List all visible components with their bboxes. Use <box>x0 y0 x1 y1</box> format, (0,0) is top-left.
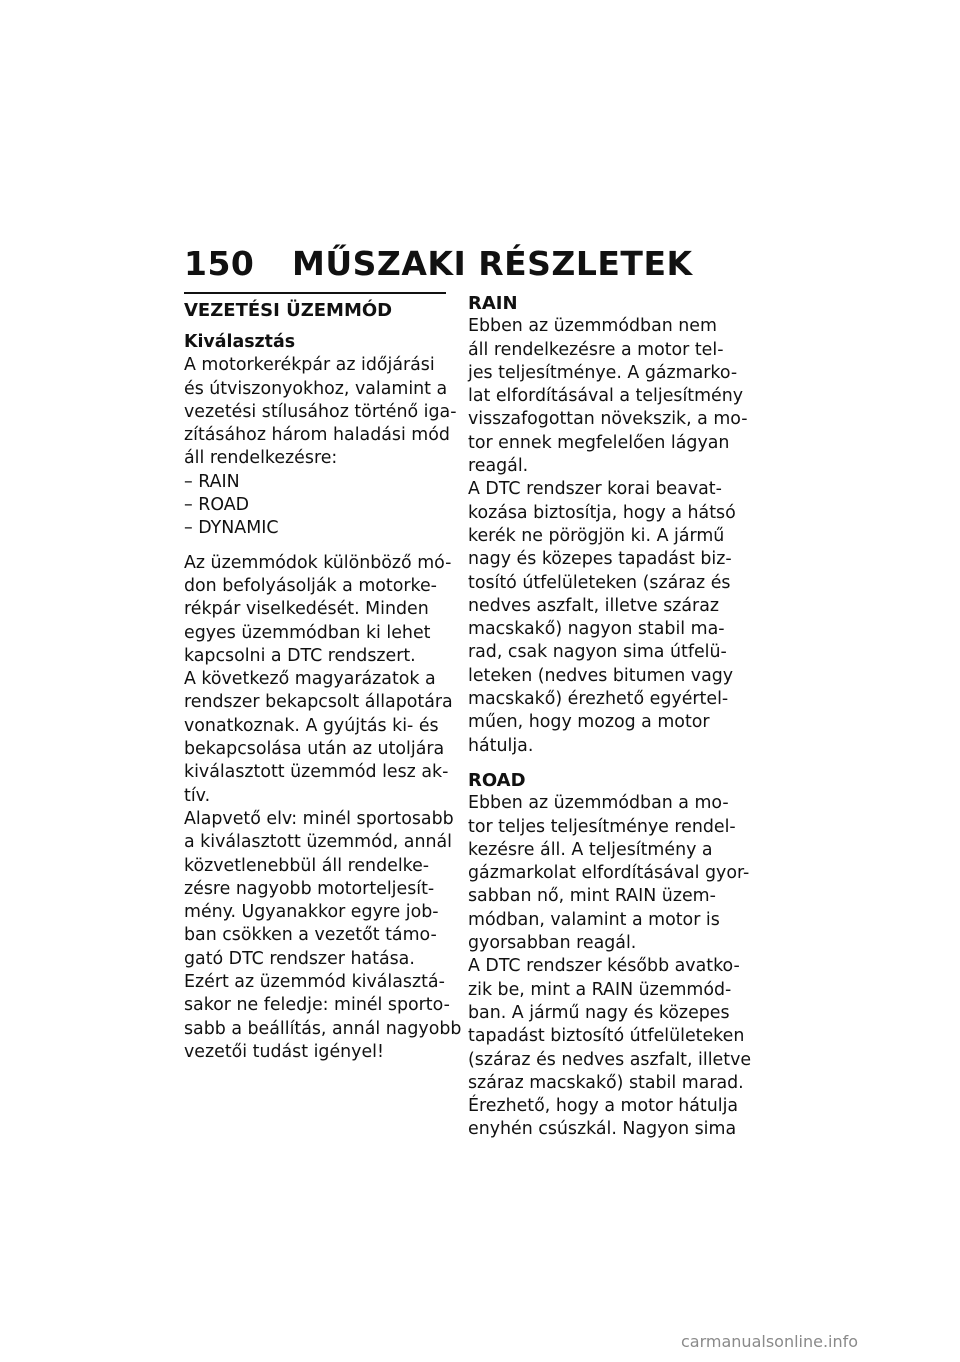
text-line: vezetői tudást igényel! <box>184 1041 384 1062</box>
text-line: nedves aszfalt, illetve száraz <box>468 595 719 616</box>
text-line: Érezhető, hogy a motor hátulja <box>468 1096 739 1117</box>
text-line: nagy és közepes tapadást biz- <box>468 549 732 570</box>
text-line: Az üzemmódok különböző mó- <box>184 552 452 573</box>
text-line: kiválasztott üzemmód lesz ak- <box>184 762 449 783</box>
text-line: száraz macskakő) stabil marad. <box>468 1072 744 1093</box>
chapter-title: MŰSZAKI RÉSZLETEK <box>292 244 693 283</box>
section-rule <box>184 292 446 294</box>
text-line: tor ennek megfelelően lágyan <box>468 432 730 453</box>
text-line: áll rendelkezésre a motor tel- <box>468 339 724 360</box>
modes-paragraph <box>184 552 462 1065</box>
text-line: zésre nagyobb motorteljesít- <box>184 878 435 899</box>
list-item-label: RAIN <box>198 471 240 492</box>
text-line: bekapcsolása után az utoljára <box>184 739 445 760</box>
right-column <box>468 292 752 1142</box>
list-dash: – <box>184 518 199 539</box>
text-line: műen, hogy mozog a motor <box>468 712 710 733</box>
left-column <box>184 292 462 1064</box>
text-line: jes teljesítménye. A gázmarko- <box>468 362 738 383</box>
road-paragraph <box>468 792 752 1141</box>
intro-paragraph <box>184 354 457 470</box>
text-line: rendszer bekapcsolt állapotára <box>184 692 453 713</box>
text-line: reagál. <box>468 456 529 477</box>
text-line: don befolyásolják a motorke- <box>184 575 437 596</box>
text-line: közvetlenebbül áll rendelke- <box>184 855 430 876</box>
text-line: Alapvető elv: minél sportosabb <box>184 808 454 829</box>
text-line: ban csökken a vezetőt támo- <box>184 925 437 946</box>
list-item <box>184 471 446 494</box>
text-line: tor teljes teljesítménye rendel- <box>468 816 736 837</box>
text-line: sabban nő, mint RAIN üzem- <box>468 886 716 907</box>
page-header <box>184 244 693 283</box>
text-line: zításához három haladási mód <box>184 425 450 446</box>
text-line: módban, valamint a motor is <box>468 909 720 930</box>
text-line: mény. Ugyanakkor egyre job- <box>184 902 439 923</box>
text-line: zik be, mint a RAIN üzemmód- <box>468 979 732 1000</box>
page-number: 150 <box>184 244 255 283</box>
text-line: A DTC rendszer korai beavat- <box>468 479 722 500</box>
rain-heading: RAIN <box>468 293 518 314</box>
text-line: kerék ne pörögjön ki. A jármű <box>468 525 725 546</box>
text-line: Ebben az üzemmódban a mo- <box>468 793 729 814</box>
text-line: gyorsabban reagál. <box>468 933 637 954</box>
text-line: (száraz és nedves aszfalt, illetve <box>468 1049 752 1070</box>
text-line: vonatkoznak. A gyújtás ki- és <box>184 715 439 736</box>
text-line: Ebben az üzemmódban nem <box>468 316 717 337</box>
text-line: rad, csak nagyon sima útfelü- <box>468 642 727 663</box>
text-line: gázmarkolat elfordításával gyor- <box>468 863 750 884</box>
text-line: tapadást biztosító útfelületeken <box>468 1026 745 1047</box>
list-item-label: ROAD <box>198 495 249 516</box>
text-line: sakor ne feledje: minél sporto- <box>184 995 450 1016</box>
list-item <box>184 517 446 540</box>
modes-list <box>184 471 446 541</box>
text-line: egyes üzemmódban ki lehet <box>184 622 431 643</box>
text-line: visszafogottan növekszik, a mo- <box>468 409 748 430</box>
text-line: Ezért az üzemmód kiválasztá- <box>184 972 445 993</box>
text-line: macskakő) nagyon stabil ma- <box>468 619 725 640</box>
text-line: áll rendelkezésre: <box>184 448 338 469</box>
text-line: kezésre áll. A teljesítmény a <box>468 839 713 860</box>
list-item-label: DYNAMIC <box>198 518 279 539</box>
text-line: a kiválasztott üzemmód, annál <box>184 832 452 853</box>
text-line: és útviszonyokhoz, valamint a <box>184 378 448 399</box>
text-line: tív. <box>184 785 211 806</box>
text-line: rékpár viselkedését. Minden <box>184 599 429 620</box>
list-dash: – <box>184 471 199 492</box>
text-line: kapcsolni a DTC rendszert. <box>184 645 416 666</box>
road-heading: ROAD <box>468 769 526 791</box>
section-title: VEZETÉSI ÜZEMMÓD <box>184 300 393 321</box>
watermark-text: carmanualsonline.info <box>681 1332 859 1351</box>
subheading-selection: Kiválasztás <box>184 332 296 352</box>
text-line: gató DTC rendszer hatása. <box>184 948 415 969</box>
list-dash: – <box>184 495 199 516</box>
text-line: A motorkerékpár az időjárási <box>184 355 435 376</box>
text-line: hátulja. <box>468 735 534 756</box>
list-item <box>184 494 446 517</box>
text-line: enyhén csúszkál. Nagyon sima <box>468 1119 737 1140</box>
text-line: A DTC rendszer később avatko- <box>468 956 740 977</box>
text-line: ban. A jármű nagy és közepes <box>468 1002 730 1023</box>
text-line: vezetési stílusához történő iga- <box>184 401 457 422</box>
text-line: A következő magyarázatok a <box>184 669 436 690</box>
text-line: tosító útfelületeken (száraz és <box>468 572 731 593</box>
text-line: sabb a beállítás, annál nagyobb <box>184 1018 462 1039</box>
text-line: kozása biztosítja, hogy a hátsó <box>468 502 736 523</box>
text-line: macskakő) érezhető egyértel- <box>468 689 729 710</box>
text-line: leteken (nedves bitumen vagy <box>468 665 734 686</box>
rain-paragraph <box>468 315 746 758</box>
text-line: lat elfordításával a teljesítmény <box>468 386 744 407</box>
